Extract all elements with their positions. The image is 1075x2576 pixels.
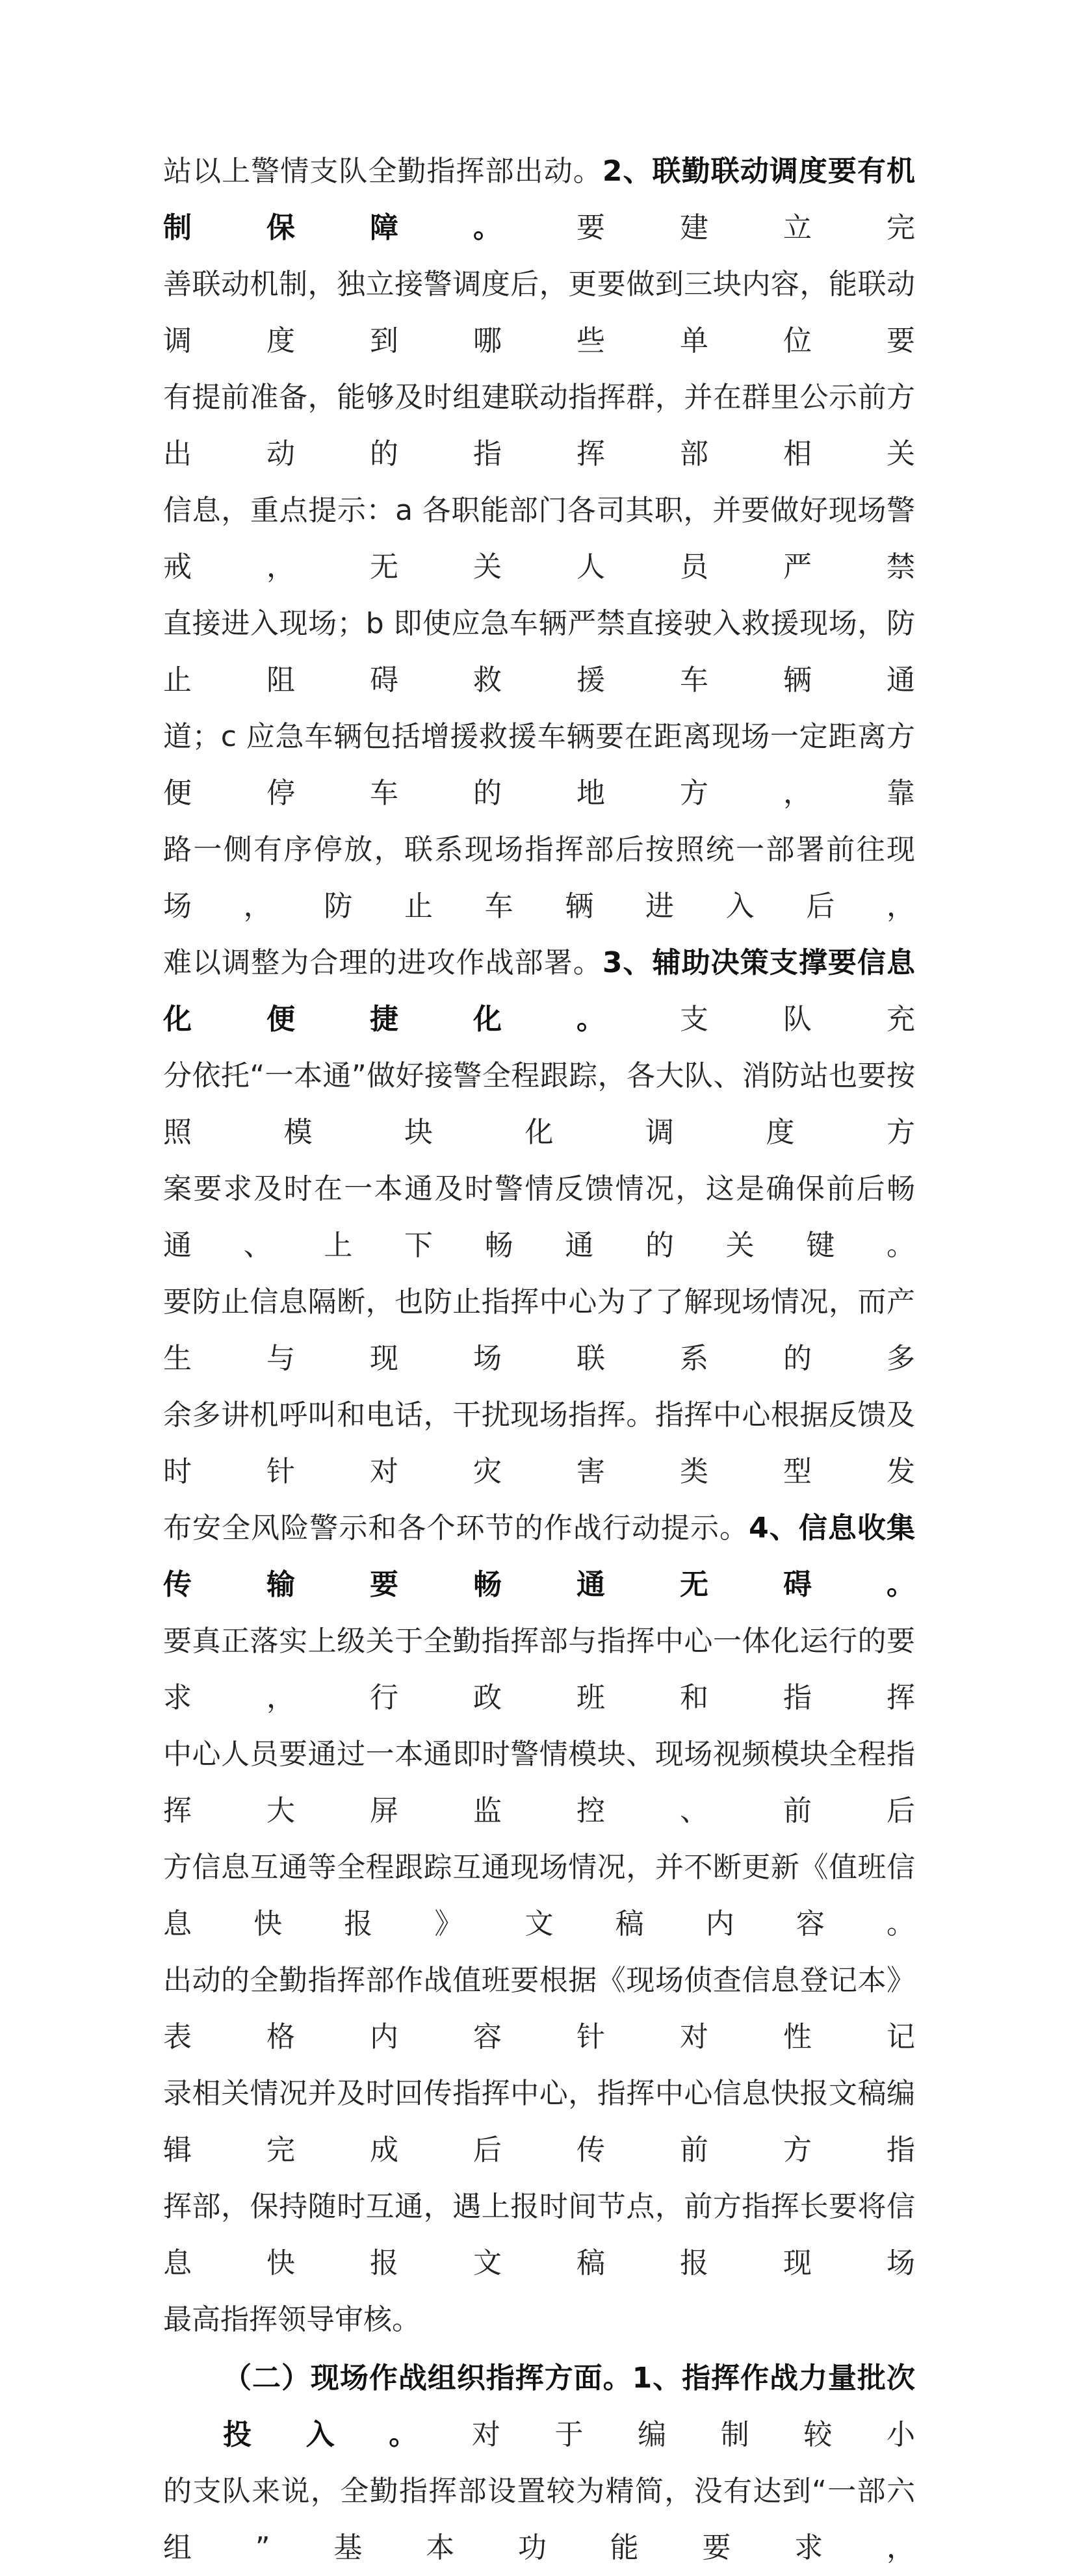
body-text: 难以调整为合理的进攻作战部署。 bbox=[163, 946, 602, 979]
body-text: 要建立完 bbox=[576, 211, 915, 244]
body-text: 的支队来说，全勤指挥部设置较为精简，没有达到“一部六组”基本功能要求， bbox=[163, 2475, 915, 2564]
body-text: 余多讲机呼叫和电话，干扰现场指挥。指挥中心根据反馈及时针对灾害类型发 bbox=[163, 1398, 915, 1488]
body-text: 路一侧有序停放，联系现场指挥部后按照统一部署前往现场，防止车辆进入后， bbox=[163, 833, 915, 923]
body-text: 要真正落实上级关于全勤指挥部与指挥中心一体化运行的要求，行政班和指挥 bbox=[163, 1625, 915, 1714]
text-line bbox=[163, 1613, 915, 1726]
body-text: 信息，重点提示：a 各职能部门各司其职，并要做好现场警戒，无关人员严禁 bbox=[163, 494, 915, 584]
text-line bbox=[163, 934, 915, 1048]
body-text: 中心人员要通过一本通即时警情模块、现场视频模块全程指挥大屏监控、前后 bbox=[163, 1738, 915, 1827]
text-line bbox=[163, 2350, 915, 2463]
bold-heading-text: 4、信息收集传输要畅通无碍。 bbox=[163, 1512, 915, 1601]
body-text: 站以上警情支队全勤指挥部出动。 bbox=[163, 155, 602, 188]
body-text: 挥部，保持随时互通，遇上报时间节点，前方指挥长要将信息快报文稿报现场 bbox=[163, 2190, 915, 2280]
text-line bbox=[163, 2291, 915, 2348]
text-line bbox=[163, 1726, 915, 1839]
body-text: 最高指挥领导审核。 bbox=[163, 2303, 421, 2336]
body-text: 直接进入现场；b 即使应急车辆严禁直接驶入救援现场，防止阻碍救援车辆通 bbox=[163, 607, 915, 697]
text-line bbox=[163, 821, 915, 934]
bold-heading-text: 3、辅助决策支撑要信息化便捷化。 bbox=[163, 946, 915, 1036]
body-text: 道；c 应急车辆包括增援救援车辆要在距离现场一定距离方便停车的地方，靠 bbox=[163, 720, 915, 810]
body-text: 录相关情况并及时回传指挥中心，指挥中心信息快报文稿编辑完成后传前方指 bbox=[163, 2077, 915, 2167]
text-line bbox=[163, 2463, 915, 2576]
text-line bbox=[163, 256, 915, 369]
text-line bbox=[163, 369, 915, 482]
text-line bbox=[163, 1952, 915, 2065]
text-line bbox=[163, 1839, 915, 1952]
body-text: 善联动机制，独立接警调度后，更要做到三块内容，能联动调度到哪些单位要 bbox=[163, 268, 915, 357]
text-line bbox=[163, 1500, 915, 1613]
text-line bbox=[163, 2178, 915, 2291]
text-line bbox=[163, 2065, 915, 2178]
body-text: 布安全风险警示和各个环节的作战行动提示。 bbox=[163, 1512, 749, 1545]
document-page bbox=[163, 143, 915, 2576]
bold-heading-text: 2、联勤联动调度要有机制保障。 bbox=[163, 155, 915, 244]
body-text: 方信息互通等全程跟踪互通现场情况，并不断更新《值班信息快报》文稿内容。 bbox=[163, 1851, 915, 1940]
text-line bbox=[163, 1048, 915, 1161]
text-line bbox=[163, 143, 915, 256]
text-line bbox=[163, 1387, 915, 1500]
text-line bbox=[163, 595, 915, 708]
text-line bbox=[163, 1274, 915, 1387]
bold-heading-text: （二）现场作战组织指挥方面。1、指挥作战力量批次投入。 bbox=[223, 2362, 915, 2451]
body-text: 支队充 bbox=[680, 1003, 915, 1036]
text-line bbox=[163, 482, 915, 595]
text-line bbox=[163, 708, 915, 821]
body-text: 有提前准备，能够及时组建联动指挥群，并在群里公示前方出动的指挥部相关 bbox=[163, 381, 915, 470]
body-text: 分依托“一本通”做好接警全程跟踪，各大队、消防站也要按照模块化调度方 bbox=[163, 1059, 915, 1149]
body-text: 要防止信息隔断，也防止指挥中心为了了解现场情况，而产生与现场联系的多 bbox=[163, 1285, 915, 1375]
text-line bbox=[163, 1161, 915, 1274]
body-text: 对于编制较小 bbox=[471, 2418, 915, 2451]
body-text: 出动的全勤指挥部作战值班要根据《现场侦查信息登记本》表格内容针对性记 bbox=[163, 1964, 915, 2054]
body-text: 案要求及时在一本通及时警情反馈情况，这是确保前后畅通、上下畅通的关键。 bbox=[163, 1172, 915, 1262]
